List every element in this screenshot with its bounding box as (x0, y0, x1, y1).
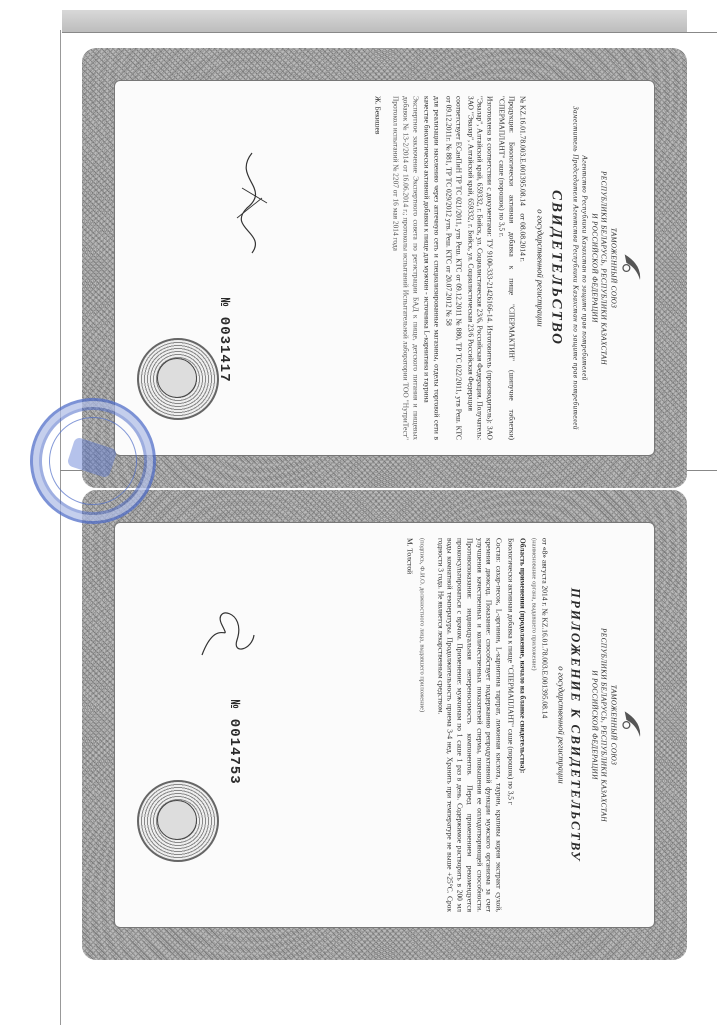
basis-text: Экспертное заключение Экспертного совета по регистрации БАД к пище, детского питания и пищевых добавок № 13-2/2014 от 16.06.2014 г.; протоколы испытаний Испытательной лаборатории ТОО "НутриТест" Протокол испытаний № 2207 от 16 мая 2014 года (391, 96, 420, 440)
scope-text: для реализации населению через аптечную сеть и специализированные магазины, отделы торговой сети в качестве биологически активной добавки к пище для мужчин - источника L-карнитина и таурина (422, 96, 442, 440)
signer-name: Ж. Бекишев (373, 96, 383, 135)
serial-number: № 0031417 (216, 298, 232, 383)
header-line: И РОССИЙСКОЙ ФЕДЕРАЦИИ (590, 213, 598, 323)
agency-line: Заместитель Председателя Агентства Республики Казахстан по защите прав потребителей (571, 106, 579, 430)
handwritten-signature (192, 595, 262, 665)
registration-number: № KZ.16.01.78.003.E.001395.08.14 (518, 96, 528, 206)
composition-text: Состав: сахар-песок, L-аргинин, L-карнитина тартрат, лимонная кислота, таурин, крапивы корня экстракт сухой, кремния диоксид. Показание: способствует поддержанию репродуктивной функции мужского организма за счет улучшения качественных и количественных показателей спермы, повышения ее оплодотворяющей способности. Противопоказания: индивидуальная непереносимость компонентов. Перед применением рекомендуется проконсультироваться с врачом. Применение: мужчинам по 1 саше 1 раз в день. Содержимое растворить в 200 мл воды комнатной температуры. Продолжительность приема 3-4 нед. Хранить при температуре не выше +25°С. Срок годности 3 года. Не является лекарственным средством. (435, 538, 504, 912)
header-line: РЕСПУБЛИКИ БЕЛАРУСЬ, РЕСПУБЛИКИ КАЗАХСТАН (599, 627, 608, 822)
customs-union-emblem-icon (619, 251, 643, 285)
product-text: Биологически активная добавка к пище "СПЕРМАПЛАНТ" саше (порошок) по 3,5 г (505, 538, 515, 805)
signer-name: М. Толстой (405, 538, 415, 575)
scan-edge-line (60, 30, 61, 1025)
certificate-subtitle: о государственной регистрации (534, 209, 545, 327)
certificate-2-body (114, 522, 655, 928)
appendix-title: ПРИЛОЖЕНИЕ К СВИДЕТЕЛЬСТВУ (568, 587, 584, 863)
serial-number: № 0014753 (226, 700, 242, 785)
certificate-title: СВИДЕТЕЛЬСТВО (548, 190, 565, 346)
agency-line: Агентство Республики Казахстан по защите прав потребителей (580, 155, 589, 381)
appendix-date-line: от «8» августа 2014 г. № KZ.16.01.78.003.E.001395.08.14 (540, 538, 550, 719)
product-text: Биологически активная добавка к пище "СПЕРМАКТИН" (шипучие таблетки) "СПЕРМАПЛАНТ" саше (порошок) по 3,5 г. (496, 96, 516, 440)
handwritten-signature (222, 148, 282, 258)
customs-union-emblem-icon (619, 708, 643, 742)
scope-label: Область применения (продолжение, начало на бланке свидетельства): (517, 538, 527, 774)
certificate-2-content (114, 522, 655, 928)
header-line: РЕСПУБЛИКИ БЕЛАРУСЬ, РЕСПУБЛИКИ КАЗАХСТАН (599, 170, 608, 365)
scan-top-bar (62, 10, 717, 33)
issuer-note: (наименование органа, выдавшего приложение) (530, 538, 538, 671)
signer-title: (подпись, Ф.И.О. должностного лица, выдавшего приложение) (417, 538, 425, 713)
official-seal (137, 780, 219, 862)
product-label: Продукция: (506, 96, 516, 133)
header-line: И РОССИЙСКОЙ ФЕДЕРАЦИИ (590, 670, 598, 780)
certificate-2 (82, 490, 687, 960)
header-line: ТАМОЖЕННЫЙ СОЮЗ (609, 227, 617, 309)
registration-date: от 08.08.2014 г. (518, 213, 528, 262)
official-seal (137, 338, 219, 420)
compliance-text: соответствует ЕСанПиН ТР ТС 021/2011, утв Реш. КТС от 09.12.2011 № 880, ТР ТС 022/2011, утв Реш. КТС от 09.12.2011г. № 881, ТР ТС 029/2012 утв. Реш. КТС от 20.07.2012 № 58 (444, 96, 463, 440)
manufacturer-text: Изготовлена в соответствии с документами: ТУ 9100-333-21426166-14. Изготовитель (производитель): ЗАО "Эвалар", Алтайский край, 659332, г. Бийск, ул. Социалистическая 23/6, Российская Федерация. Получатель: ЗАО "Эвалар", Алтайский край, 659332, г. Бийск, ул. Социалистическая 23/6 Российская Федерация (465, 96, 495, 440)
appendix-subtitle: о государственной регистрации (556, 666, 567, 784)
header-line: ТАМОЖЕННЫЙ СОЮЗ (609, 684, 617, 766)
certificate-1 (82, 48, 687, 488)
